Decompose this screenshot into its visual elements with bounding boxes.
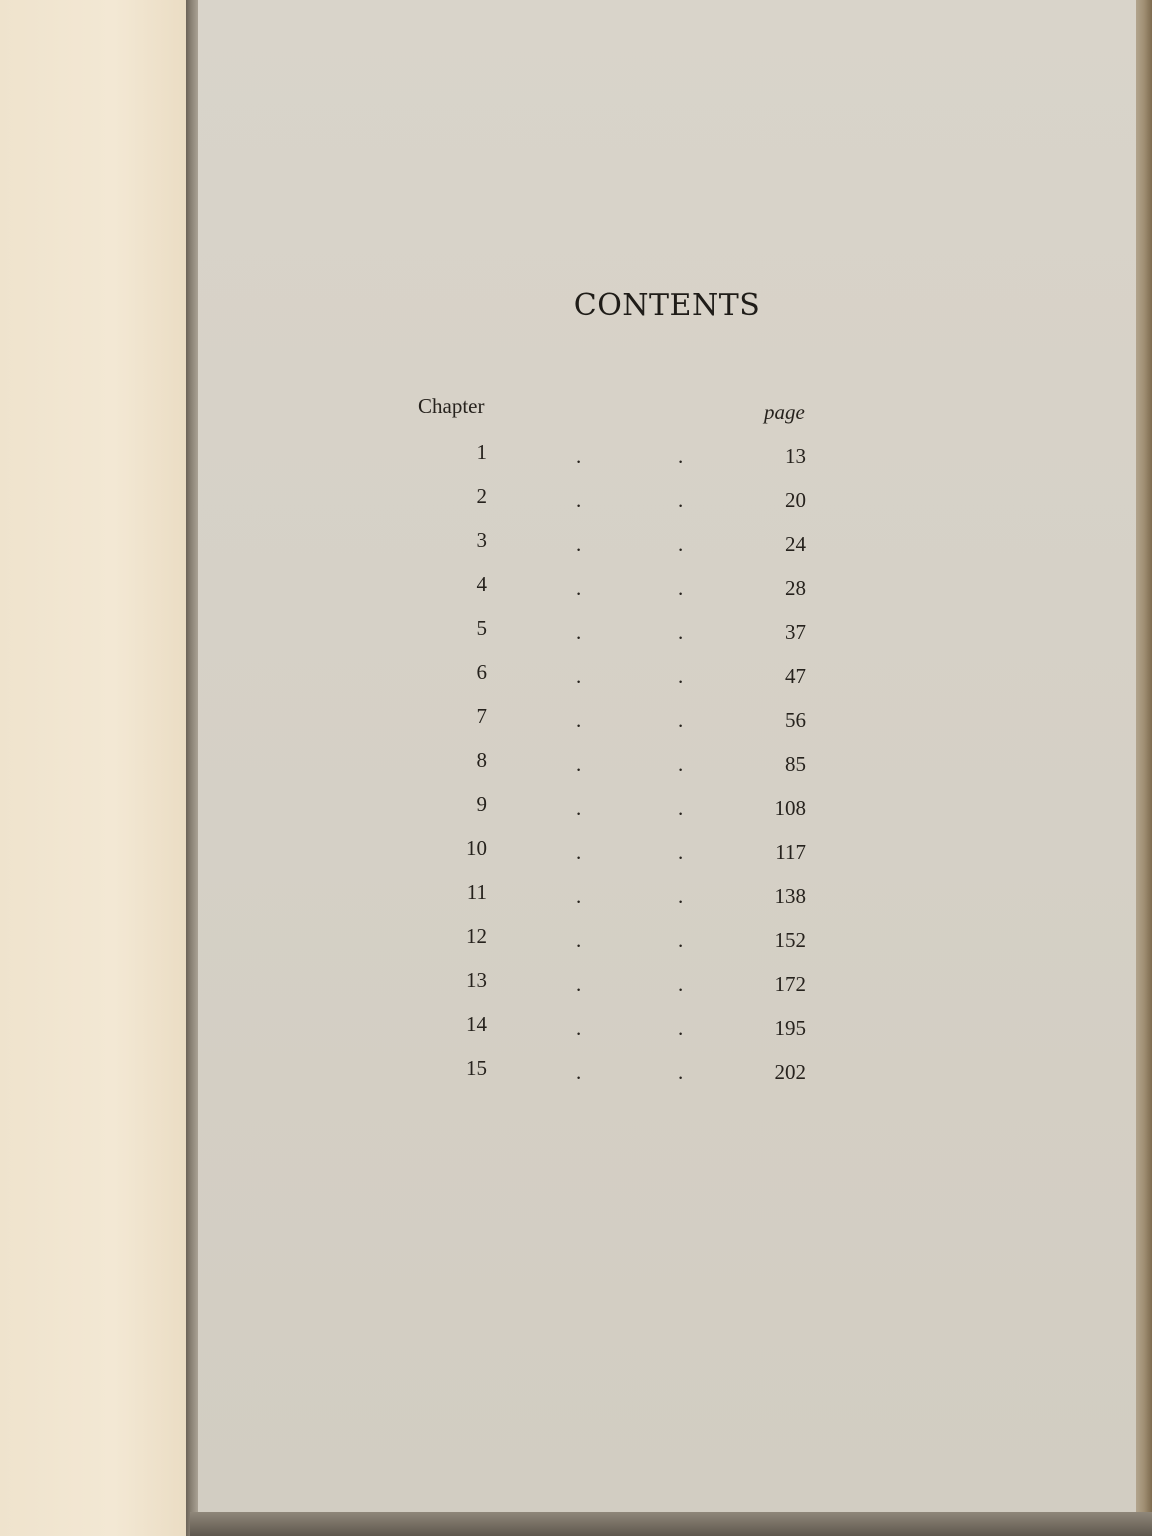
leader-dot: . — [678, 840, 684, 864]
page-number: 13 — [785, 444, 806, 468]
leader-dot: . — [678, 1016, 684, 1040]
leader-dot: . — [576, 664, 582, 688]
leader-dot: . — [576, 576, 582, 600]
table-row — [198, 880, 1136, 910]
table-row — [198, 616, 1136, 646]
chapter-number: 15 — [466, 1056, 487, 1080]
table-row — [198, 660, 1136, 690]
facing-page — [0, 0, 190, 1536]
page-title: CONTENTS — [573, 288, 761, 323]
page-number: 28 — [785, 576, 806, 600]
chapter-number: 4 — [476, 572, 487, 596]
leader-dot: . — [576, 444, 582, 468]
leader-dot: . — [678, 796, 684, 820]
leader-dot: . — [678, 576, 684, 600]
page-number: 172 — [774, 972, 806, 996]
page-number: 152 — [774, 928, 806, 952]
table-row — [198, 440, 1136, 470]
leader-dot: . — [576, 1060, 582, 1084]
chapter-number: 6 — [476, 660, 487, 684]
leader-dot: . — [576, 620, 582, 644]
chapter-number: 9 — [476, 792, 487, 816]
leader-dot: . — [678, 620, 684, 644]
page-number: 108 — [774, 796, 806, 820]
leader-dot: . — [678, 1060, 684, 1084]
leader-dot: . — [678, 928, 684, 952]
chapter-number: 2 — [476, 484, 487, 508]
leader-dot: . — [576, 796, 582, 820]
page-number: 47 — [785, 664, 806, 688]
page-number: 37 — [785, 620, 806, 644]
leader-dot: . — [678, 664, 684, 688]
leader-dot: . — [576, 752, 582, 776]
page-number: 20 — [785, 488, 806, 512]
leader-dot: . — [678, 884, 684, 908]
chapter-number: 12 — [466, 924, 487, 948]
leader-dot: . — [678, 488, 684, 512]
leader-dot: . — [576, 1016, 582, 1040]
page-number: 117 — [775, 840, 806, 864]
leader-dot: . — [576, 972, 582, 996]
table-row — [198, 1056, 1136, 1086]
chapter-number: 14 — [466, 1012, 487, 1036]
cover-edge — [190, 1512, 1152, 1536]
leader-dot: . — [678, 972, 684, 996]
chapter-number: 10 — [466, 836, 487, 860]
chapter-number: 11 — [466, 880, 487, 904]
table-row — [198, 1012, 1136, 1042]
table-row — [198, 792, 1136, 822]
page-number: 138 — [774, 884, 806, 908]
chapter-column-header: Chapter — [418, 394, 485, 418]
leader-dot: . — [576, 532, 582, 556]
leader-dot: . — [576, 708, 582, 732]
page-number: 24 — [785, 532, 806, 556]
page-edge — [1136, 0, 1152, 1536]
leader-dot: . — [576, 928, 582, 952]
contents-page — [198, 0, 1136, 1512]
leader-dot: . — [678, 752, 684, 776]
chapter-number: 1 — [476, 440, 487, 464]
leader-dot: . — [678, 444, 684, 468]
table-row — [198, 836, 1136, 866]
chapter-number: 7 — [476, 704, 487, 728]
chapter-number: 5 — [476, 616, 487, 640]
page-number: 195 — [774, 1016, 806, 1040]
page-column-header: page — [764, 400, 805, 424]
table-row — [198, 572, 1136, 602]
page-number: 85 — [785, 752, 806, 776]
table-row — [198, 704, 1136, 734]
leader-dot: . — [576, 884, 582, 908]
leader-dot: . — [678, 532, 684, 556]
leader-dot: . — [576, 488, 582, 512]
contents-table — [198, 0, 1136, 1512]
chapter-number: 8 — [476, 748, 487, 772]
leader-dot: . — [678, 708, 684, 732]
table-row — [198, 748, 1136, 778]
chapter-number: 13 — [466, 968, 487, 992]
table-row — [198, 484, 1136, 514]
table-row — [198, 968, 1136, 998]
page-number: 56 — [785, 708, 806, 732]
table-row — [198, 528, 1136, 558]
leader-dot: . — [576, 840, 582, 864]
chapter-number: 3 — [476, 528, 487, 552]
page-number: 202 — [774, 1060, 806, 1084]
table-row — [198, 924, 1136, 954]
